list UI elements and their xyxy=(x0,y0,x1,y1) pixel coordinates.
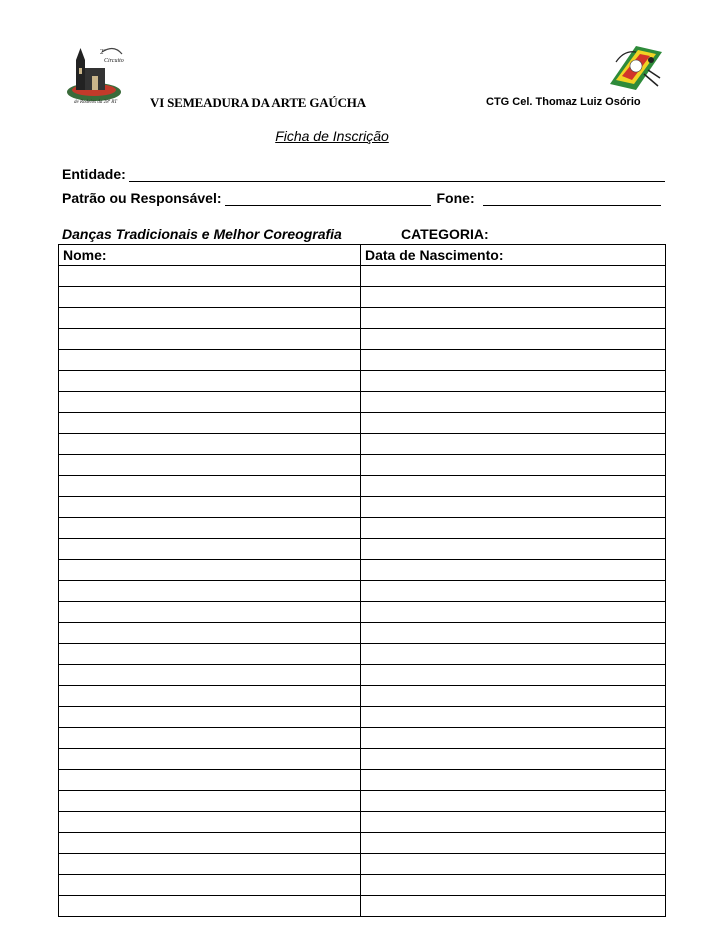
birthdate-cell[interactable] xyxy=(361,497,666,518)
table-row xyxy=(59,581,666,602)
birthdate-cell[interactable] xyxy=(361,686,666,707)
birthdate-cell[interactable] xyxy=(361,728,666,749)
name-cell[interactable] xyxy=(59,497,361,518)
table-row xyxy=(59,560,666,581)
name-cell[interactable] xyxy=(59,392,361,413)
event-title: VI SEMEADURA DA ARTE GAÚCHA xyxy=(150,95,366,110)
table-row xyxy=(59,854,666,875)
birthdate-cell[interactable] xyxy=(361,413,666,434)
table-row xyxy=(59,896,666,917)
name-cell[interactable] xyxy=(59,854,361,875)
table-row xyxy=(59,770,666,791)
svg-text:de Rodeios da 28ª RT: de Rodeios da 28ª RT xyxy=(74,100,118,105)
table-row xyxy=(59,455,666,476)
table-row xyxy=(59,686,666,707)
patron-row xyxy=(62,190,661,206)
birthdate-cell[interactable] xyxy=(361,770,666,791)
name-cell[interactable] xyxy=(59,728,361,749)
table-row xyxy=(59,476,666,497)
birthdate-cell[interactable] xyxy=(361,476,666,497)
birthdate-cell[interactable] xyxy=(361,707,666,728)
table-row xyxy=(59,812,666,833)
svg-text:Circuito: Circuito xyxy=(104,58,124,64)
name-cell[interactable] xyxy=(59,749,361,770)
name-cell[interactable] xyxy=(59,665,361,686)
patron-label: Patrão ou Responsável: xyxy=(62,190,222,206)
birthdate-cell[interactable] xyxy=(361,308,666,329)
name-cell[interactable] xyxy=(59,707,361,728)
birthdate-cell[interactable] xyxy=(361,329,666,350)
table-row xyxy=(59,308,666,329)
name-column-header: Nome: xyxy=(59,245,361,266)
table-row xyxy=(59,266,666,287)
phone-label: Fone: xyxy=(436,190,475,206)
circuit-logo-icon xyxy=(64,40,126,106)
table-row xyxy=(59,623,666,644)
birthdate-cell[interactable] xyxy=(361,749,666,770)
table-row xyxy=(59,413,666,434)
name-cell[interactable] xyxy=(59,602,361,623)
birthdate-cell[interactable] xyxy=(361,812,666,833)
name-cell[interactable] xyxy=(59,329,361,350)
name-cell[interactable] xyxy=(59,308,361,329)
table-row xyxy=(59,287,666,308)
organizer-name: CTG Cel. Thomaz Luiz Osório xyxy=(486,96,641,108)
phone-field-line[interactable] xyxy=(483,191,661,206)
table-header-row xyxy=(59,245,666,266)
name-cell[interactable] xyxy=(59,770,361,791)
name-cell[interactable] xyxy=(59,623,361,644)
name-cell[interactable] xyxy=(59,896,361,917)
birthdate-cell[interactable] xyxy=(361,854,666,875)
table-row xyxy=(59,518,666,539)
name-cell[interactable] xyxy=(59,371,361,392)
name-cell[interactable] xyxy=(59,413,361,434)
name-cell[interactable] xyxy=(59,833,361,854)
ctg-flag-icon xyxy=(606,40,666,96)
table-row xyxy=(59,644,666,665)
name-cell[interactable] xyxy=(59,539,361,560)
table-row xyxy=(59,707,666,728)
birthdate-cell[interactable] xyxy=(361,371,666,392)
name-cell[interactable] xyxy=(59,350,361,371)
section-heading: Danças Tradicionais e Melhor Coreografia xyxy=(62,226,342,242)
birthdate-cell[interactable] xyxy=(361,266,666,287)
birthdate-cell[interactable] xyxy=(361,392,666,413)
birthdate-cell[interactable] xyxy=(361,287,666,308)
birthdate-cell[interactable] xyxy=(361,665,666,686)
name-cell[interactable] xyxy=(59,455,361,476)
name-cell[interactable] xyxy=(59,812,361,833)
table-row xyxy=(59,875,666,896)
table-row xyxy=(59,392,666,413)
birthdate-cell[interactable] xyxy=(361,833,666,854)
birthdate-cell[interactable] xyxy=(361,518,666,539)
table-row xyxy=(59,539,666,560)
birthdate-cell[interactable] xyxy=(361,644,666,665)
form-title-text: Ficha de Inscrição xyxy=(275,128,389,144)
birthdate-cell[interactable] xyxy=(361,875,666,896)
table-row xyxy=(59,434,666,455)
birthdate-cell[interactable] xyxy=(361,434,666,455)
birthdate-cell[interactable] xyxy=(361,602,666,623)
name-cell[interactable] xyxy=(59,434,361,455)
patron-field-line[interactable] xyxy=(225,191,431,206)
birthdate-column-header: Data de Nascimento: xyxy=(361,245,666,266)
birthdate-cell[interactable] xyxy=(361,581,666,602)
form-title xyxy=(0,128,728,144)
birthdate-cell[interactable] xyxy=(361,539,666,560)
name-cell[interactable] xyxy=(59,875,361,896)
category-label: CATEGORIA: xyxy=(401,226,489,242)
name-cell[interactable] xyxy=(59,686,361,707)
entity-row xyxy=(62,166,665,182)
name-cell[interactable] xyxy=(59,518,361,539)
birthdate-cell[interactable] xyxy=(361,623,666,644)
table-row xyxy=(59,602,666,623)
table-row xyxy=(59,791,666,812)
birthdate-cell[interactable] xyxy=(361,791,666,812)
entity-label: Entidade: xyxy=(62,166,126,182)
birthdate-cell[interactable] xyxy=(361,455,666,476)
name-cell[interactable] xyxy=(59,560,361,581)
name-cell[interactable] xyxy=(59,266,361,287)
birthdate-cell[interactable] xyxy=(361,560,666,581)
table-row xyxy=(59,371,666,392)
table-row xyxy=(59,350,666,371)
name-cell[interactable] xyxy=(59,644,361,665)
table-row xyxy=(59,833,666,854)
svg-text:2º: 2º xyxy=(100,48,106,56)
birthdate-cell[interactable] xyxy=(361,896,666,917)
name-cell[interactable] xyxy=(59,791,361,812)
table-row xyxy=(59,497,666,518)
table-row xyxy=(59,749,666,770)
entity-field-line[interactable] xyxy=(129,167,665,182)
name-cell[interactable] xyxy=(59,581,361,602)
table-row xyxy=(59,329,666,350)
participants-table xyxy=(58,244,666,917)
name-cell[interactable] xyxy=(59,287,361,308)
name-cell[interactable] xyxy=(59,476,361,497)
table-row xyxy=(59,728,666,749)
birthdate-cell[interactable] xyxy=(361,350,666,371)
table-row xyxy=(59,665,666,686)
